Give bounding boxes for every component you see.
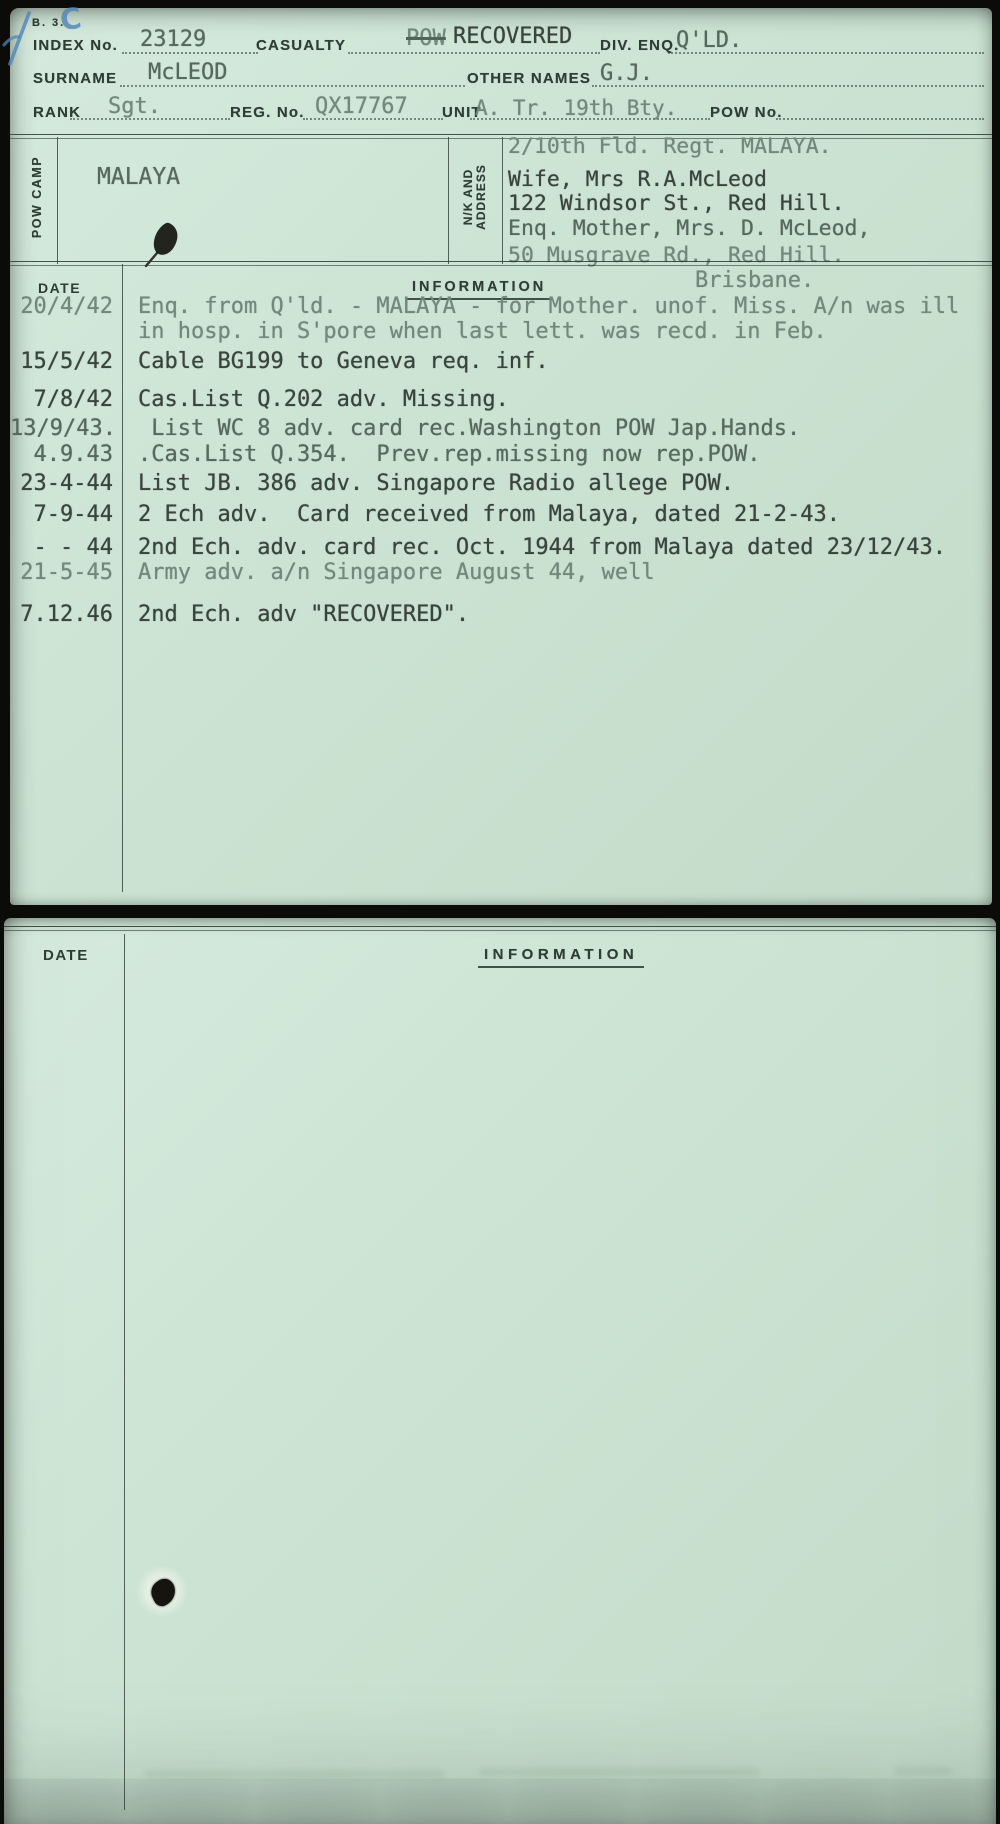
continuation-card xyxy=(4,918,996,1824)
address-overflow: Brisbane. xyxy=(695,268,815,293)
nk-address-label-line2: ADDRESS xyxy=(474,164,488,230)
reg-no-value: QX17767 xyxy=(315,94,408,119)
row-info-line: 2nd Ech. adv. card rec. Oct. 1944 from Malaya dated 23/12/43. xyxy=(138,535,946,560)
index-no-label: INDEX No. xyxy=(33,37,118,54)
date-column-header: DATE xyxy=(38,280,82,296)
address-line: 50 Musgrave Rd., Red Hill. xyxy=(508,243,845,268)
row-date: 7.12.46 xyxy=(20,602,113,627)
info-table-rows xyxy=(10,8,992,905)
row-info-line: List JB. 386 adv. Singapore Radio allege POW. xyxy=(138,471,735,496)
row-info-line: 2nd Ech. adv "RECOVERED". xyxy=(138,602,470,627)
div-enq-label: DIV. ENQ. xyxy=(600,37,680,54)
row-date: 7/8/42 xyxy=(33,387,113,412)
pow-no-label: POW No. xyxy=(710,104,783,121)
div-enq-value: Q'LD. xyxy=(676,28,743,53)
row-date: 20/4/42 xyxy=(20,294,113,319)
ghost-showthrough xyxy=(479,1768,759,1776)
nk-address-label-line1: N/K AND xyxy=(461,168,475,226)
blue-pencil-letter: C xyxy=(57,0,84,38)
unit-label: UNIT xyxy=(442,104,482,121)
row-info-line: Cas.List Q.202 adv. Missing. xyxy=(138,387,509,412)
address-line: 122 Windsor St., Red Hill. xyxy=(508,191,845,216)
form-number: B. 3. xyxy=(32,17,66,29)
casualty-value: RECOVERED xyxy=(453,24,573,49)
address-line: Wife, Mrs R.A.McLeod xyxy=(508,167,767,192)
rank-label: RANK xyxy=(33,104,82,121)
index-no-value: 23129 xyxy=(140,27,207,52)
row-date: 7-9-44 xyxy=(33,502,113,527)
surname-value: McLEOD xyxy=(148,60,228,85)
table-column-divider xyxy=(124,934,125,1810)
ghost-showthrough xyxy=(144,1770,444,1778)
row-date: 21-5-45 xyxy=(20,560,113,585)
row-info-line: 2 Ech adv. Card received from Malaya, dated 21-2-43. xyxy=(138,502,840,527)
horizontal-rule xyxy=(4,926,996,931)
row-info-line: Enq. from Q'ld. - MALAYA - for Mother. unof. Miss. A/n was ill xyxy=(138,294,960,319)
row-date: 15/5/42 xyxy=(20,349,113,374)
reg-no-label: REG. No. xyxy=(230,104,305,121)
pow-record-card xyxy=(10,0,992,905)
row-date: 13/9/43. xyxy=(10,416,116,441)
address-line: Enq. Mother, Mrs. D. McLeod, xyxy=(508,216,871,241)
row-info-line: .Cas.List Q.354. Prev.rep.missing now rep.POW. xyxy=(138,442,761,467)
address-line: 2/10th Fld. Regt. MALAYA. xyxy=(508,134,832,159)
information-column-header: INFORMATION xyxy=(406,279,552,300)
row-date: 23-4-44 xyxy=(20,471,113,496)
date-column-header: DATE xyxy=(43,947,89,964)
pow-camp-label: POW CAMP xyxy=(30,155,44,239)
row-info-line: Cable BG199 to Geneva req. inf. xyxy=(138,349,549,374)
other-names-label: OTHER NAMES xyxy=(467,70,592,87)
row-info-line: in hosp. in S'pore when last lett. was recd. in Feb. xyxy=(138,318,827,344)
pow-camp-value: MALAYA xyxy=(97,164,181,190)
row-date: - - 44 xyxy=(33,535,113,560)
rank-value: Sgt. xyxy=(108,94,161,119)
ghost-showthrough xyxy=(894,1767,952,1775)
row-info-line: List WC 8 adv. card rec.Washington POW Jap.Hands. xyxy=(138,416,801,441)
row-date: 4.9.43 xyxy=(33,442,113,467)
information-column-header: INFORMATION xyxy=(478,946,644,968)
surname-label: SURNAME xyxy=(33,70,118,87)
casualty-label: CASUALTY xyxy=(256,37,347,54)
casualty-struck-value: POW xyxy=(406,26,446,51)
unit-value: A. Tr. 19th Bty. xyxy=(475,96,678,120)
row-info-line: Army adv. a/n Singapore August 44, well xyxy=(138,560,655,585)
other-names-value: G.J. xyxy=(600,61,653,86)
